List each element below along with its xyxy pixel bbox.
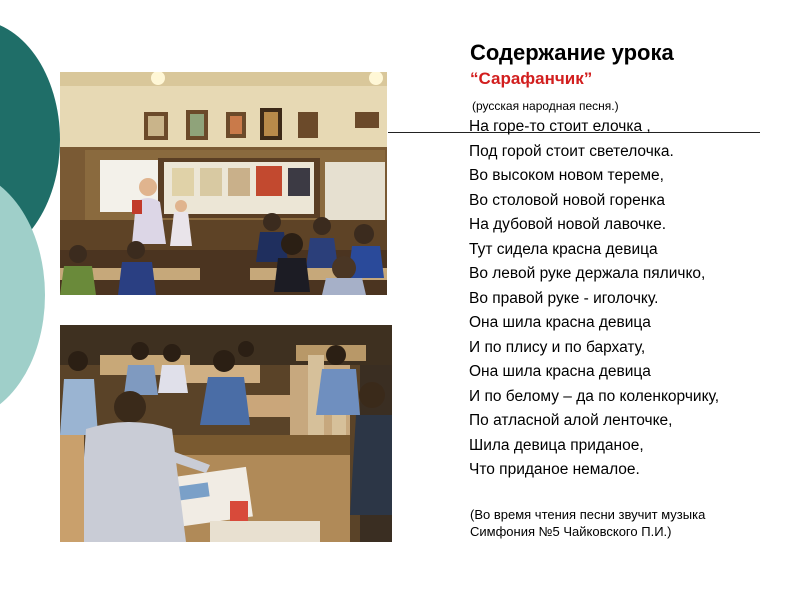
song-title: “Сарафанчик” bbox=[470, 69, 593, 88]
lyric-line: Шила девица приданое, bbox=[469, 436, 644, 454]
music-note-line: (Во время чтения песни звучит музыка bbox=[470, 507, 706, 522]
song-lyrics bbox=[469, 115, 719, 483]
lyric-line: Во правой руке - иголочку. bbox=[469, 289, 659, 307]
lyric-line: Что приданое немалое. bbox=[469, 461, 640, 478]
lyric-line: Во высоком новом тереме, bbox=[469, 167, 664, 184]
lyric-line: Она шила красна девица bbox=[469, 314, 651, 331]
music-note bbox=[470, 506, 705, 540]
classroom-photo-students bbox=[60, 325, 392, 542]
lyric-line: На горе-то стоит елочка , bbox=[469, 118, 651, 135]
lyric-line: На дубовой новой лавочке. bbox=[469, 216, 667, 233]
lyric-line: Она шила красна девица bbox=[469, 363, 651, 380]
lyric-line: Во левой руке держала пяличко, bbox=[469, 265, 706, 282]
lyric-line: Во столовой новой горенка bbox=[469, 191, 666, 209]
classroom-photo-teacher bbox=[60, 72, 387, 295]
lyric-line: По атласной алой ленточке, bbox=[469, 412, 673, 429]
slide-title: Содержание урока bbox=[470, 40, 674, 65]
lyric-line: Под горой стоит светелочка. bbox=[469, 142, 674, 160]
lyric-line: И по плису и по бархату, bbox=[469, 338, 646, 356]
lyric-line: И по белому – да по коленкорчику, bbox=[469, 387, 720, 405]
music-note-line: Симфония №5 Чайковского П.И.) bbox=[470, 524, 672, 539]
lyric-line: Тут сидела красна девица bbox=[469, 240, 658, 258]
song-genre: (русская народная песня.) bbox=[472, 99, 619, 113]
